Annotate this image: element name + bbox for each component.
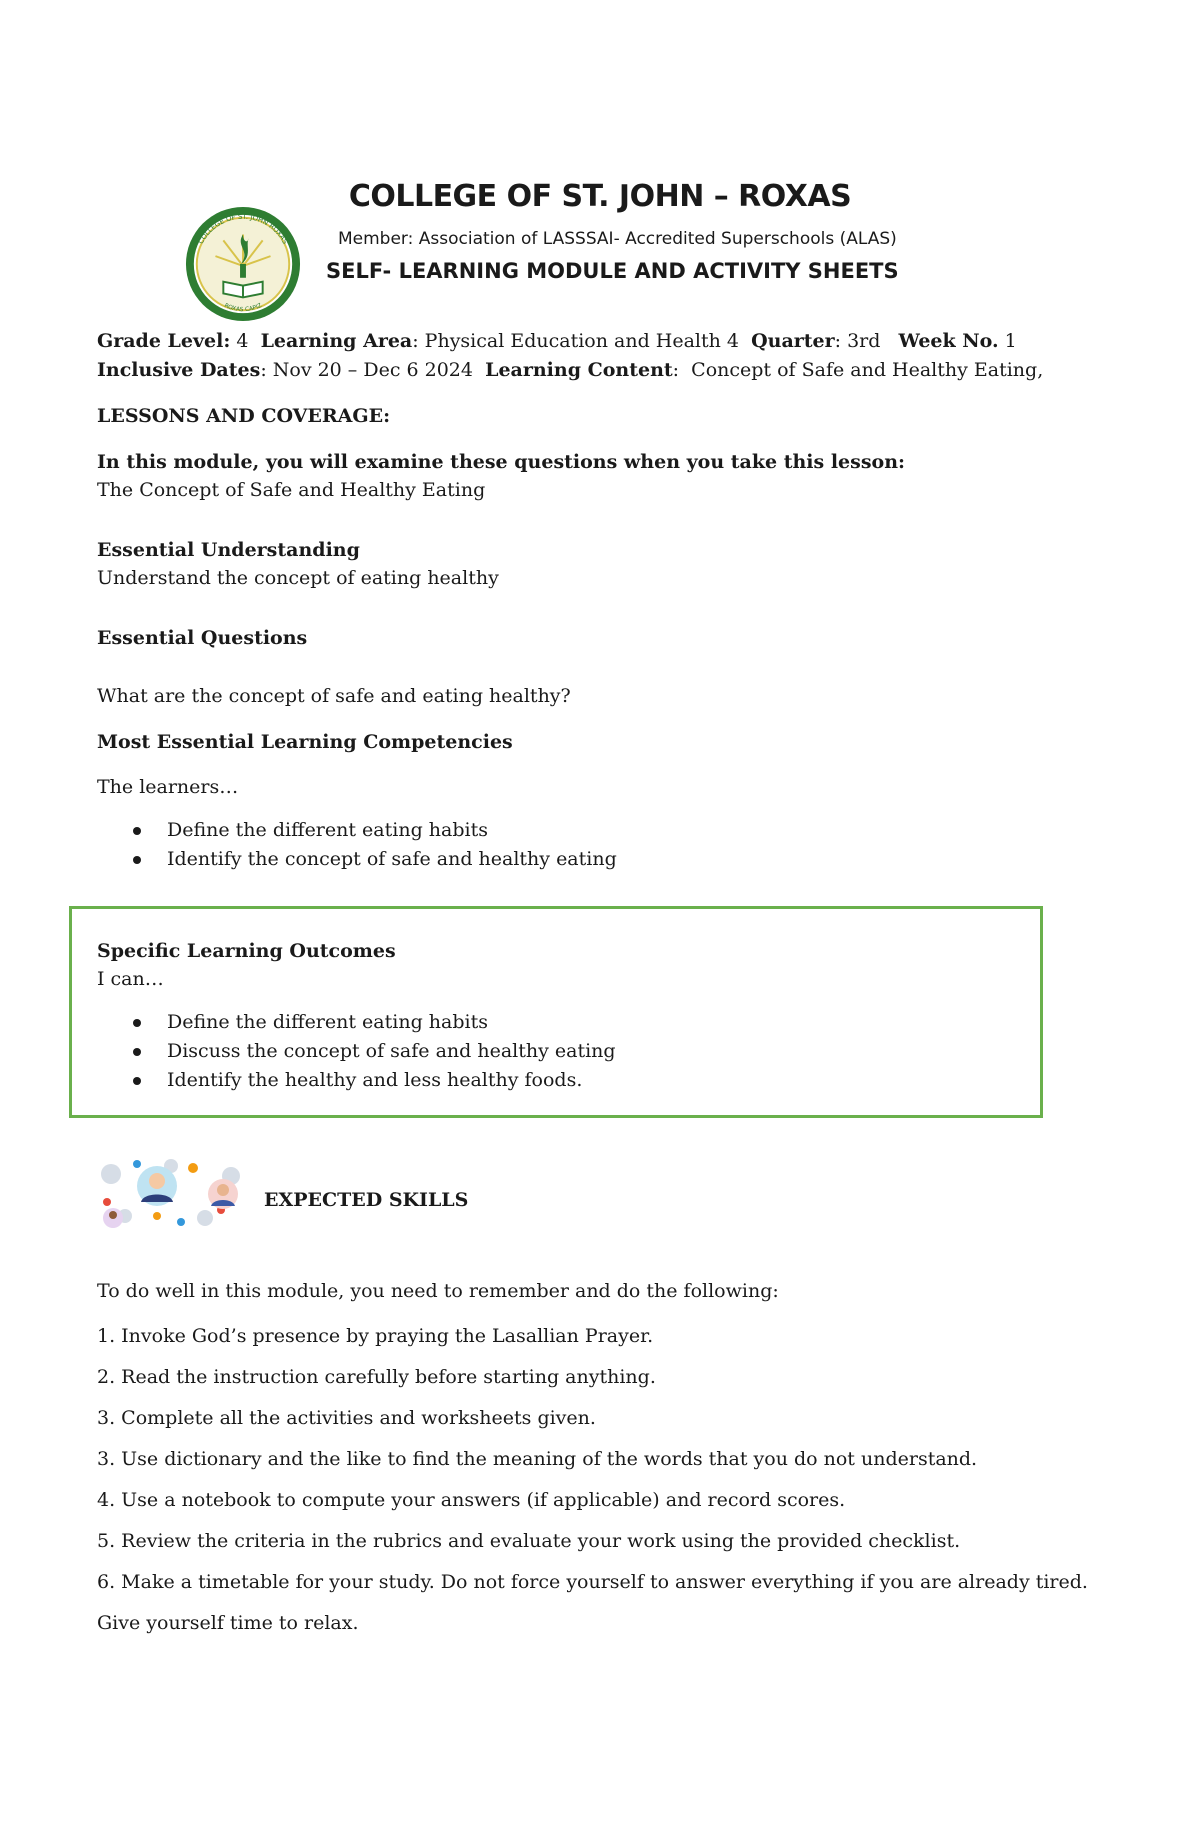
skill-item: 4. Use a notebook to compute your answers (if applicable) and record scores. <box>97 1489 846 1511</box>
grade-level-label: Grade Level: <box>97 330 231 352</box>
competencies-lead: The learners… <box>97 776 239 798</box>
skill-item: 5. Review the criteria in the rubrics and evaluate your work using the provided checklist. <box>97 1530 961 1552</box>
school-name: COLLEGE OF ST. JOHN – ROXAS <box>348 179 852 214</box>
skill-item: 1. Invoke God’s presence by praying the Lasallian Prayer. <box>97 1325 654 1347</box>
member-line: Member: Association of LASSSAI- Accredited Superschools (ALAS) <box>338 229 897 249</box>
competencies-heading: Most Essential Learning Competencies <box>97 731 513 753</box>
skill-item: 3. Complete all the activities and worksheets given. <box>97 1407 596 1429</box>
skill-item: 3. Use dictionary and the like to find the meaning of the words that you do not understand. <box>97 1448 978 1470</box>
week-value: 1 <box>998 330 1017 352</box>
module-title: SELF- LEARNING MODULE AND ACTIVITY SHEETS <box>326 259 899 283</box>
logo-ring-text-top: COLLEGE OF ST. JOHN ROXAS <box>196 212 290 246</box>
competencies-list <box>97 816 617 874</box>
bullet-icon <box>133 1019 141 1027</box>
outcomes-list <box>97 1008 616 1095</box>
content-label: Learning Content <box>485 359 673 381</box>
quarter-value: : 3rd <box>834 330 899 352</box>
outcomes-heading: Specific Learning Outcomes <box>97 940 396 962</box>
bullet-icon <box>133 1077 141 1085</box>
outcome-item <box>97 1008 616 1037</box>
competency-text: Define the different eating habits <box>167 819 488 841</box>
quarter-label: Quarter <box>751 330 835 352</box>
competency-item <box>97 816 617 845</box>
info-line-1 <box>97 328 1017 354</box>
school-logo <box>184 205 302 323</box>
skills-intro: To do well in this module, you need to remember and do the following: <box>97 1280 779 1302</box>
outcome-text: Define the different eating habits <box>167 1011 488 1033</box>
understanding-text: Understand the concept of eating healthy <box>97 567 499 589</box>
outcomes-lead: I can… <box>97 968 164 990</box>
learning-area-value: : Physical Education and Health 4 <box>412 330 752 352</box>
bullet-icon <box>133 856 141 864</box>
bullet-icon <box>133 827 141 835</box>
skill-item: Give yourself time to relax. <box>97 1612 359 1634</box>
outcome-item <box>97 1037 616 1066</box>
learning-area-label: Learning Area <box>260 330 413 352</box>
questions-heading: Essential Questions <box>97 627 308 649</box>
dates-value: : Nov 20 – Dec 6 2024 <box>260 359 486 381</box>
lessons-heading: LESSONS AND COVERAGE: <box>97 405 391 427</box>
outcome-text: Discuss the concept of safe and healthy eating <box>167 1040 616 1062</box>
lessons-intro-heading: In this module, you will examine these questions when you take this lesson: <box>97 451 906 473</box>
bullet-icon <box>133 1048 141 1056</box>
skills-people-gears-icon <box>97 1156 245 1228</box>
skills-list <box>97 1316 1088 1644</box>
outcome-item <box>97 1066 616 1095</box>
grade-level-value: 4 <box>230 330 261 352</box>
questions-text: What are the concept of safe and eating healthy? <box>97 685 571 707</box>
info-line-2 <box>97 357 1043 383</box>
skill-item: 2. Read the instruction carefully before starting anything. <box>97 1366 656 1388</box>
competency-text: Identify the concept of safe and healthy eating <box>167 848 617 870</box>
week-label: Week No. <box>898 330 999 352</box>
dates-label: Inclusive Dates <box>97 359 261 381</box>
skill-item: 6. Make a timetable for your study. Do not force yourself to answer everything if you are already tired. <box>97 1571 1088 1593</box>
content-value: : Concept of Safe and Healthy Eating, <box>672 359 1044 381</box>
skills-heading: EXPECTED SKILLS <box>264 1189 469 1211</box>
outcome-text: Identify the healthy and less healthy foods. <box>167 1069 583 1091</box>
understanding-heading: Essential Understanding <box>97 539 360 561</box>
lessons-intro-text: The Concept of Safe and Healthy Eating <box>97 479 486 501</box>
logo-ring-text-bottom: ROXAS CAPIZ <box>223 302 263 314</box>
competency-item <box>97 845 617 874</box>
